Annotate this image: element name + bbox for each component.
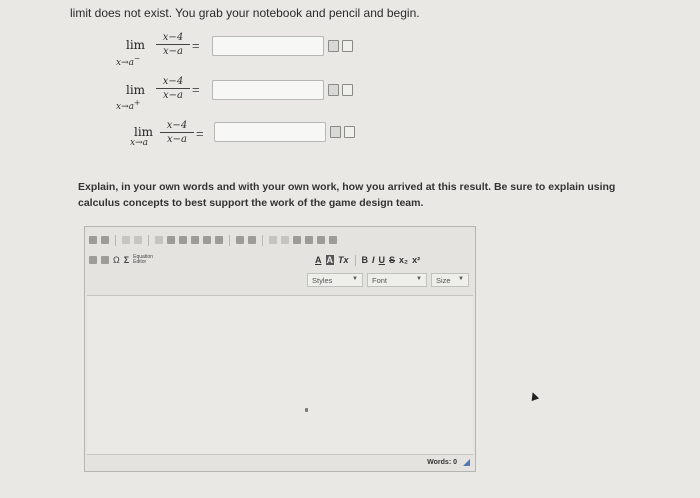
bulleted-list-icon[interactable] xyxy=(248,236,256,244)
chevron-down-icon: ▼ xyxy=(352,276,358,282)
math-editor-icon[interactable] xyxy=(328,84,339,96)
paste-word-icon[interactable] xyxy=(203,236,211,244)
redo-icon[interactable] xyxy=(134,236,142,244)
equation-editor-label[interactable]: Equation Editor xyxy=(133,254,153,265)
lim-label: lim xyxy=(134,125,154,139)
indent-icon[interactable] xyxy=(281,236,289,244)
answer-input-left-limit[interactable] xyxy=(212,36,324,56)
copy-icon[interactable] xyxy=(155,236,163,244)
lim-subscript: x→a+ xyxy=(116,98,141,112)
strikethrough-button[interactable]: S xyxy=(389,255,396,265)
size-dropdown-label: Size xyxy=(436,276,451,285)
equals-sign: = xyxy=(192,38,200,53)
bold-button[interactable]: B xyxy=(361,255,369,265)
word-count: Words: 0 xyxy=(427,459,457,466)
file-icon[interactable] xyxy=(344,126,355,138)
special-character-icon[interactable]: Ω xyxy=(113,255,120,265)
paste-icon[interactable] xyxy=(179,236,187,244)
lim-label: lim xyxy=(126,83,146,97)
size-dropdown[interactable] xyxy=(431,273,469,287)
equation-icon[interactable]: Σ xyxy=(123,255,130,265)
fullscreen-icon[interactable] xyxy=(101,236,109,244)
italic-button[interactable]: I xyxy=(372,255,375,265)
fraction-numerator: x−4 xyxy=(160,120,194,133)
align-left-icon[interactable] xyxy=(293,236,301,244)
answer-input-two-sided-limit[interactable] xyxy=(214,122,326,142)
underline-button[interactable]: U xyxy=(378,255,386,265)
file-icon[interactable] xyxy=(342,84,353,96)
question-prompt: Explain, in your own words and with your own work, how you arrived at this result. Be sure to explain using calculus concepts to best support the work of the game design team. xyxy=(78,181,616,209)
mouse-pointer-icon xyxy=(529,391,539,401)
chevron-down-icon: ▼ xyxy=(458,276,464,282)
align-right-icon[interactable] xyxy=(317,236,325,244)
cut-icon[interactable] xyxy=(167,236,175,244)
font-color-button[interactable]: A xyxy=(315,255,322,265)
chevron-down-icon: ▼ xyxy=(416,276,422,282)
superscript-button[interactable]: x² xyxy=(412,255,421,265)
rich-text-editor xyxy=(84,226,476,472)
equals-sign: = xyxy=(192,82,200,97)
table-icon[interactable] xyxy=(101,256,109,264)
format-toolbar xyxy=(315,253,420,267)
fraction-denominator: x−a xyxy=(163,46,183,57)
font-dropdown-label: Font xyxy=(372,276,388,285)
toolbar-separator xyxy=(148,235,149,246)
horizontal-line-icon[interactable] xyxy=(89,256,97,264)
find-icon[interactable] xyxy=(215,236,223,244)
subscript-button[interactable]: x₂ xyxy=(399,255,409,265)
styles-dropdown[interactable] xyxy=(307,273,363,287)
lim-subscript: x→a xyxy=(130,138,148,148)
undo-icon[interactable] xyxy=(122,236,130,244)
fraction xyxy=(156,32,190,57)
fraction xyxy=(160,120,194,145)
fraction-numerator: x−4 xyxy=(156,76,190,89)
toolbar-separator xyxy=(262,235,263,246)
numbered-list-icon[interactable] xyxy=(236,236,244,244)
styles-dropdown-label: Styles xyxy=(312,276,333,285)
math-editor-icon[interactable] xyxy=(328,40,339,52)
resize-handle-icon[interactable] xyxy=(463,459,470,466)
lim-label: lim xyxy=(126,38,146,52)
file-icon[interactable] xyxy=(342,40,353,52)
fraction xyxy=(156,76,190,101)
outdent-icon[interactable] xyxy=(269,236,277,244)
fraction-denominator: x−a xyxy=(163,90,183,101)
font-dropdown[interactable] xyxy=(367,273,427,287)
justify-icon[interactable] xyxy=(329,236,337,244)
paste-text-icon[interactable] xyxy=(191,236,199,244)
equals-sign: = xyxy=(196,126,204,141)
remove-format-button[interactable]: Tx xyxy=(338,255,349,265)
lim-subscript: x→a− xyxy=(116,54,141,68)
fraction-denominator: x−a xyxy=(167,134,187,145)
editor-toolbar-row-1 xyxy=(89,233,337,247)
toolbar-separator xyxy=(115,235,116,246)
math-editor-icon[interactable] xyxy=(330,126,341,138)
editor-toolbar-row-2 xyxy=(89,253,157,267)
editor-text-area[interactable] xyxy=(87,295,473,455)
intro-text: limit does not exist. You grab your notebook and pencil and begin. xyxy=(70,6,420,20)
text-caret xyxy=(305,408,308,412)
toolbar-separator xyxy=(229,235,230,246)
toolbar-separator xyxy=(355,255,356,266)
align-center-icon[interactable] xyxy=(305,236,313,244)
answer-input-right-limit[interactable] xyxy=(212,80,324,100)
source-icon[interactable] xyxy=(89,236,97,244)
fraction-numerator: x−4 xyxy=(156,32,190,45)
background-color-button[interactable]: A xyxy=(326,255,333,265)
